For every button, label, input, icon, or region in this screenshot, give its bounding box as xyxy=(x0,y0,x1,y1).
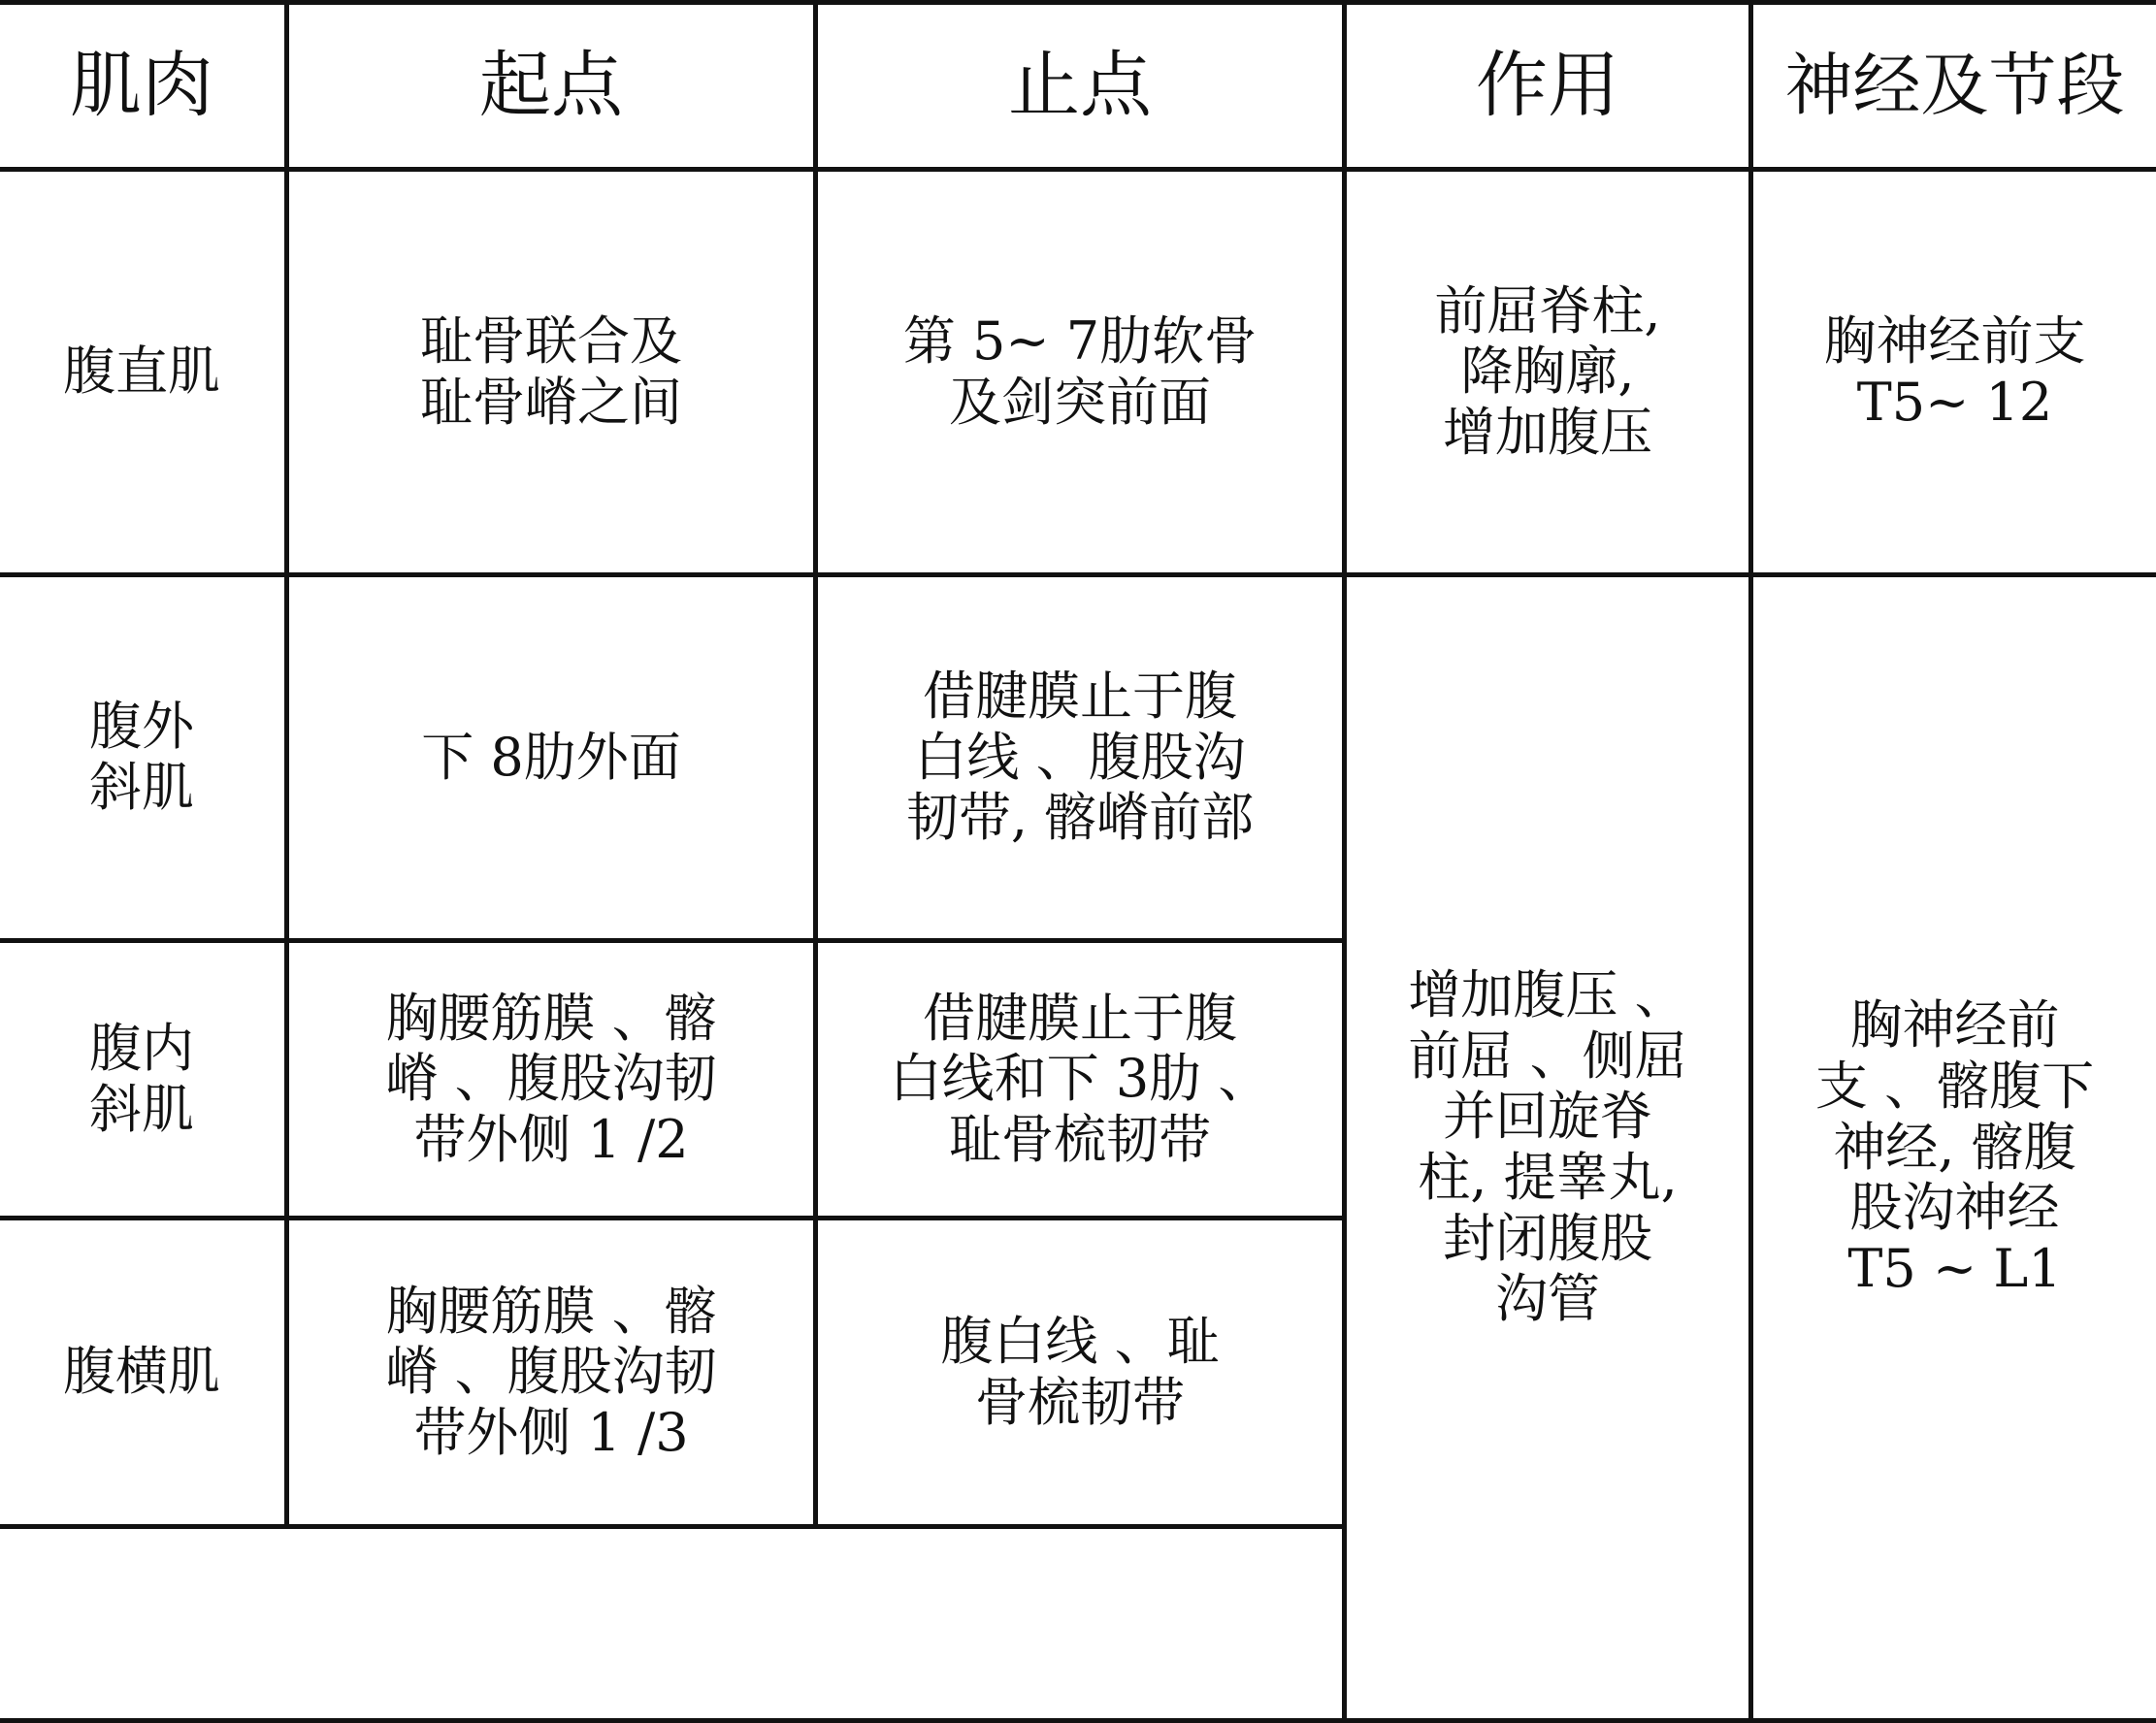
header-nerve: 神经及节段 xyxy=(1751,3,2156,170)
merged-action-cell xyxy=(1345,575,1751,1721)
insertion-text: 借腱膜止于腹 白线和下 3肋 、 耻骨梳韧带 xyxy=(890,989,1271,1171)
origin-cell xyxy=(287,575,816,941)
insertion-text: 腹白线 、耻 骨梳韧带 xyxy=(940,1312,1219,1433)
merged-action-text: 增加腹压 、 前屈 、侧屈 并回旋脊 柱, 提睾丸, 封闭腹股 沟管 xyxy=(1408,965,1686,1330)
origin-text: 胸腰筋膜 、髂 嵴 、腹股沟韧 带外侧 1 /3 xyxy=(385,1282,716,1464)
header-action: 作用 xyxy=(1345,3,1751,170)
nerve-text: 胸神经前支 T5~ 12 xyxy=(1824,311,2086,433)
origin-cell xyxy=(287,941,816,1219)
muscle-cell xyxy=(0,1219,287,1527)
muscle-name: 腹内 斜肌 xyxy=(89,1019,194,1140)
origin-cell xyxy=(287,170,816,575)
header-muscle: 肌肉 xyxy=(0,3,287,170)
merged-nerve-text: 胸神经前 支 、髂腹下 神经, 髂腹 股沟神经 T5 ~ L1 xyxy=(1815,995,2094,1299)
header-origin: 起点 xyxy=(287,3,816,170)
origin-cell xyxy=(287,1219,816,1527)
empty-cell xyxy=(0,1527,1345,1721)
insertion-cell xyxy=(816,575,1345,941)
merged-nerve-cell xyxy=(1751,575,2156,1721)
insertion-text: 第 5~ 7肋软骨 及剑突前面 xyxy=(903,311,1257,433)
origin-text: 胸腰筋膜 、髂 嵴 、腹股沟韧 带外侧 1 /2 xyxy=(385,989,716,1171)
muscle-name: 腹外 斜肌 xyxy=(89,697,194,818)
insertion-text: 借腱膜止于腹 白线 、腹股沟 韧带, 髂嵴前部 xyxy=(906,666,1254,849)
nerve-cell xyxy=(1751,170,2156,575)
muscle-name: 腹直肌 xyxy=(63,341,220,403)
header-insertion: 止点 xyxy=(816,3,1345,170)
action-text: 前屈脊柱, 降胸廓, 增加腹压 xyxy=(1434,281,1660,464)
insertion-cell xyxy=(816,941,1345,1219)
table-row xyxy=(0,575,2156,941)
header-row xyxy=(0,3,2156,170)
origin-text: 下 8肋外面 xyxy=(421,728,681,789)
muscle-name: 腹横肌 xyxy=(63,1342,220,1403)
muscle-cell xyxy=(0,941,287,1219)
action-cell xyxy=(1345,170,1751,575)
table-row xyxy=(0,170,2156,575)
muscle-cell xyxy=(0,170,287,575)
insertion-cell xyxy=(816,170,1345,575)
muscle-cell xyxy=(0,575,287,941)
origin-text: 耻骨联合及 耻骨嵴之间 xyxy=(420,311,682,433)
insertion-cell xyxy=(816,1219,1345,1527)
